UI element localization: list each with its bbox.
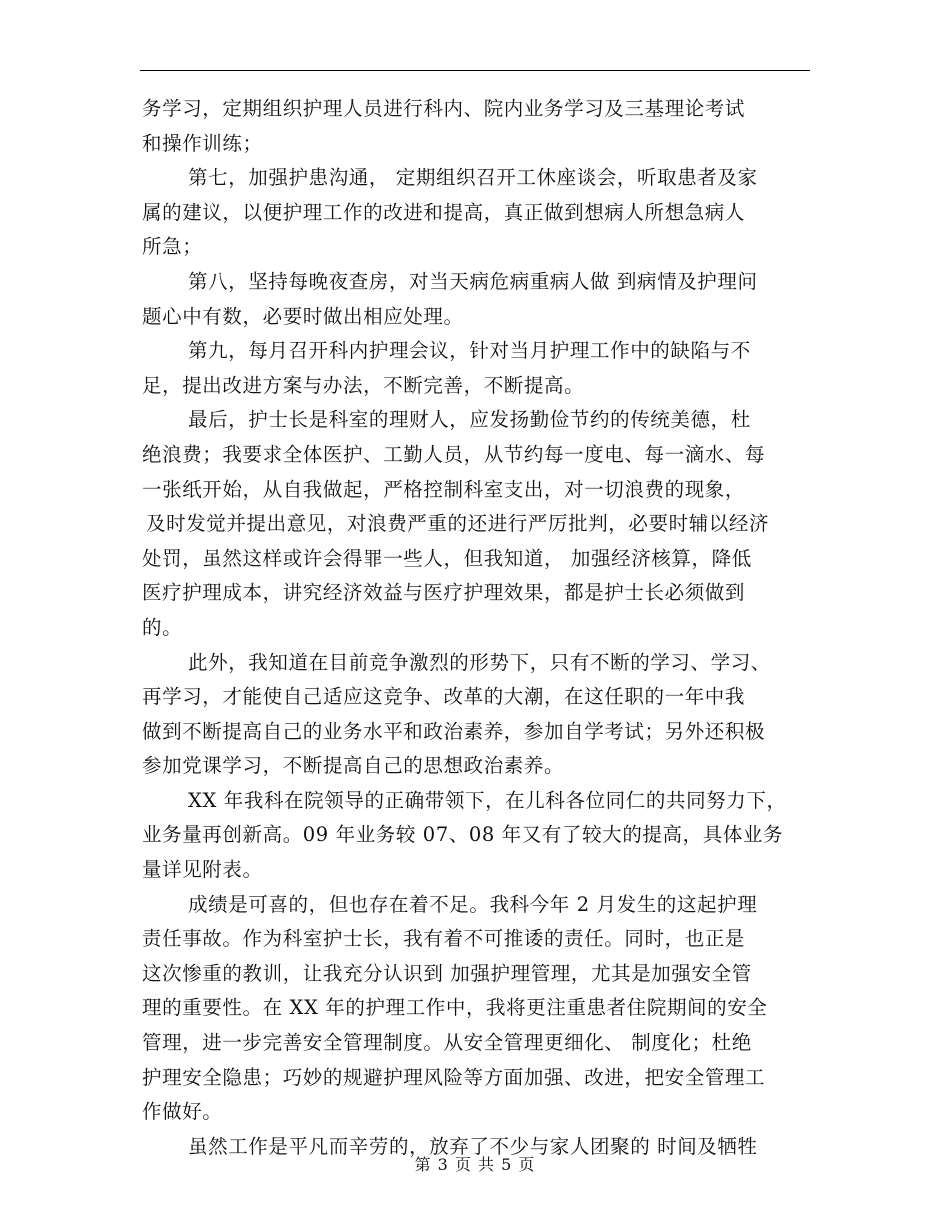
text-line: 属的建议，以便护理工作的改进和提高，真正做到想病人所想急病人 xyxy=(142,200,746,224)
text-line: 所急； xyxy=(142,235,203,259)
text-line: 及时发觉并提出意见，对浪费严重的还进行严厉批判，必要时辅以经济 xyxy=(146,512,770,536)
text-line: 这次惨重的教训，让我充分认识到 加强护理管理，尤其是加强安全管 xyxy=(142,961,752,985)
text-line: XX 年我科在院领导的正确带领下，在儿科各位同仁的共同努力下， xyxy=(188,788,787,812)
text-line: 成绩是可喜的，但也存在着不足。我科今年 2 月发生的这起护理 xyxy=(188,892,758,916)
text-line: 务学习，定期组织护理人员进行科内、院内业务学习及三基理论考试 xyxy=(142,97,746,120)
text-line: 绝浪费；我要求全体医护、工勤人员，从节约每一度电、每一滴水、每 xyxy=(142,442,766,466)
text-line: 做到不断提高自己的业务水平和政治素养，参加自学考试；另外还积极 xyxy=(142,719,766,743)
text-line: 护理安全隐患；巧妙的规避护理风险等方面加强、改进，把安全管理工 xyxy=(142,1065,766,1089)
text-line: 一张纸开始，从自我做起，严格控制科室支出，对一切浪费的现象， xyxy=(142,477,746,501)
text-line: 处罚，虽然这样或许会得罪一些人，但我知道， 加强经济核算，降低 xyxy=(142,546,752,570)
text-line: 最后，护士长是科室的理财人，应发扬勤俭节约的传统美德，杜 xyxy=(188,408,751,432)
text-line: 作做好。 xyxy=(142,1100,223,1124)
page-number-footer: 第 3 页 共 5 页 xyxy=(414,1155,536,1174)
text-line: 此外，我知道在目前竞争激烈的形势下，只有不断的学习、学习、 xyxy=(188,650,771,674)
text-line: 理的重要性。在 XX 年的护理工作中，我将更注重患者住院期间的安全 xyxy=(142,996,768,1020)
text-line: 量详见附表。 xyxy=(142,858,263,882)
header-rule xyxy=(140,70,810,71)
document-body xyxy=(142,92,808,1164)
text-line: 的。 xyxy=(142,615,183,639)
text-line: 业务量再创新高。09 年业务较 07、08 年又有了较大的提高，具体业务 xyxy=(142,823,784,847)
text-line: 题心中有数，必要时做出相应处理。 xyxy=(142,304,464,328)
text-line: 第八，坚持每晚夜查房，对当天病危病重病人做 到病情及护理问 xyxy=(188,269,758,293)
text-line: 再学习，才能使自己适应这竞争、改革的大潮，在这任职的一年中我 xyxy=(142,685,746,709)
text-line: 责任事故。作为科室护士长，我有着不可推诿的责任。同时，也正是 xyxy=(142,927,746,951)
text-line: 第七，加强护患沟通， 定期组织召开工休座谈会，听取患者及家 xyxy=(188,166,758,190)
text-line: 医疗护理成本，讲究经济效益与医疗护理效果，都是护士长必须做到 xyxy=(142,581,746,605)
text-line: 和操作训练； xyxy=(142,131,263,155)
text-line: 参加党课学习，不断提高自己的思想政治素养。 xyxy=(142,754,565,778)
text-line: 虽然工作是平凡而辛劳的，放弃了不少与家人团聚的 时间及牺牲 xyxy=(188,1134,758,1158)
text-line: 第九，每月召开科内护理会议，针对当月护理工作中的缺陷与不 xyxy=(188,339,751,363)
text-line: 足，提出改进方案与办法，不断完善，不断提高。 xyxy=(142,373,585,397)
text-line: 管理，进一步完善安全管理制度。从安全管理更细化、 制度化；杜绝 xyxy=(142,1031,752,1055)
